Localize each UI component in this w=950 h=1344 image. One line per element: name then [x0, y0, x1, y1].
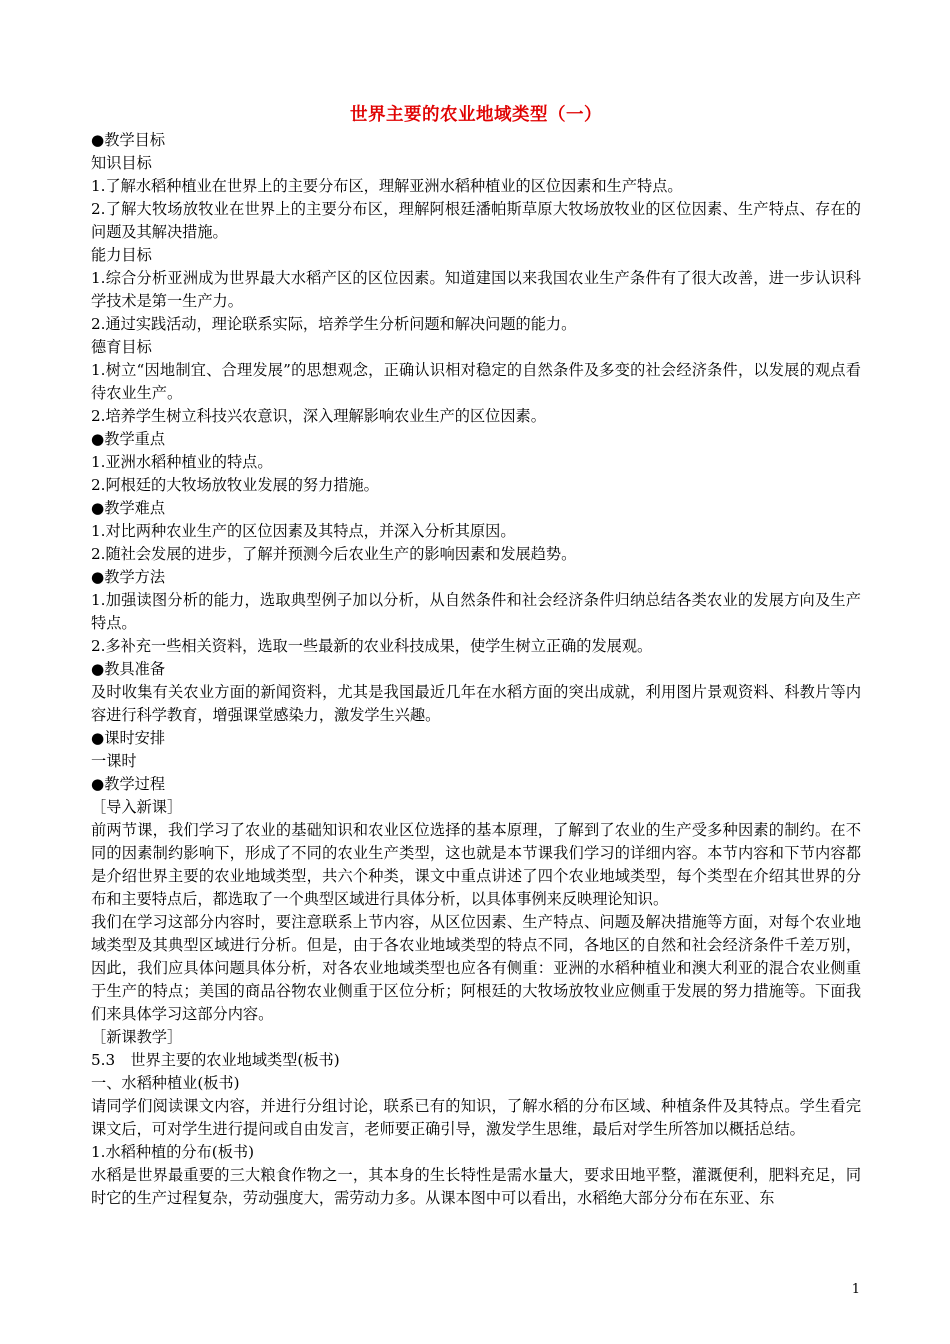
numbered-item: 2.多补充一些相关资料，选取一些最新的农业科技成果，使学生树立正确的发展观。	[91, 637, 653, 655]
body-paragraph: 德育目标	[91, 338, 152, 356]
numbered-item: 2.培养学生树立科技兴农意识，深入理解影响农业生产的区位因素。	[91, 407, 546, 425]
section-heading: ●教具准备	[91, 660, 166, 678]
document-title: 世界主要的农业地域类型（一）	[350, 105, 602, 125]
numbered-item: 1.加强读图分析的能力，选取典型例子加以分析，从自然条件和社会经济条件归纳总结各类农业的发展方向及生产特点。	[91, 591, 861, 632]
body-paragraph: 知识目标	[91, 154, 152, 172]
body-paragraph: 一、水稻种植业(板书)	[91, 1074, 240, 1092]
section-heading: ●教学重点	[91, 430, 166, 448]
body-paragraph: 我们在学习这部分内容时，要注意联系上节内容，从区位因素、生产特点、问题及解决措施等方面，对每个农业地域类型及其典型区域进行分析。但是，由于各农业地域类型的特点不同，各地区的自然和社会经济条件千差万别，因此，我们应具体问题具体分析，对各农业地域类型也应各有侧重：亚洲的水稻种植业和澳大利亚的混合农业侧重于生产的特点；美国的商品谷物农业侧重于区位分析；阿根廷的大牧场放牧业应侧重于发展的努力措施等。下面我们来具体学习这部分内容。	[91, 913, 861, 1023]
body-paragraph: 前两节课，我们学习了农业的基础知识和农业区位选择的基本原理，了解到了农业的生产受多种因素的制约。在不同的因素制约影响下，形成了不同的农业生产类型，这也就是本节课我们学习的详细内容。本节内容和下节内容都是介绍世界主要的农业地域类型，共六个种类，课文中重点讲述了四个农业地域类型，每个类型在介绍其世界的分布和主要特点后，都选取了一个典型区域进行具体分析，以具体事例来反映理论知识。	[91, 821, 861, 908]
body-paragraph: 及时收集有关农业方面的新闻资料，尤其是我国最近几年在水稻方面的突出成就，利用图片景观资料、科教片等内容进行科学教育，增强课堂感染力，激发学生兴趣。	[91, 683, 861, 724]
numbered-item: 1.综合分析亚洲成为世界最大水稻产区的区位因素。知道建国以来我国农业生产条件有了很大改善，进一步认识科学技术是第一生产力。	[91, 269, 861, 310]
body-paragraph: 请同学们阅读课文内容，并进行分组讨论，联系已有的知识，了解水稻的分布区域、种植条件及其特点。学生看完课文后，可对学生进行提问或自由发言，老师要正确引导，激发学生思维，最后对学生所答加以概括总结。	[91, 1097, 861, 1138]
body-paragraph: 一课时	[91, 752, 137, 770]
numbered-item: 1.水稻种植的分布(板书)	[91, 1143, 255, 1161]
document-page	[91, 101, 861, 1210]
numbered-item: 1.亚洲水稻种植业的特点。	[91, 453, 273, 471]
body-paragraph: 能力目标	[91, 246, 152, 264]
section-heading: ●教学难点	[91, 499, 166, 517]
numbered-item: 2.阿根廷的大牧场放牧业发展的努力措施。	[91, 476, 379, 494]
numbered-item: 1.了解水稻种植业在世界上的主要分布区，理解亚洲水稻种植业的区位因素和生产特点。	[91, 177, 683, 195]
numbered-item: 2.随社会发展的进步，了解并预测今后农业生产的影响因素和发展趋势。	[91, 545, 577, 563]
section-heading: ●教学方法	[91, 568, 166, 586]
section-heading: ●教学目标	[91, 131, 166, 149]
numbered-item: 2.通过实践活动，理论联系实际，培养学生分析问题和解决问题的能力。	[91, 315, 577, 333]
subsection-heading: ［新课教学］	[91, 1028, 183, 1046]
numbered-item: 5.3 世界主要的农业地域类型(板书)	[91, 1051, 340, 1069]
numbered-item: 1.树立“因地制宜、合理发展”的思想观念，正确认识相对稳定的自然条件及多变的社会经济条件，以发展的观点看待农业生产。	[91, 361, 861, 402]
subsection-heading: ［导入新课］	[91, 798, 183, 816]
section-heading: ●教学过程	[91, 775, 166, 793]
numbered-item: 1.对比两种农业生产的区位因素及其特点，并深入分析其原因。	[91, 522, 516, 540]
page-number: 1	[851, 1282, 860, 1297]
body-paragraph: 水稻是世界最重要的三大粮食作物之一，其本身的生长特性是需水量大，要求田地平整，灌溉便利，肥料充足，同时它的生产过程复杂，劳动强度大，需劳动力多。从课本图中可以看出，水稻绝大部分分布在东亚、东	[91, 1166, 861, 1207]
section-heading: ●课时安排	[91, 729, 166, 747]
document-body	[91, 129, 861, 1210]
numbered-item: 2.了解大牧场放牧业在世界上的主要分布区，理解阿根廷潘帕斯草原大牧场放牧业的区位因素、生产特点、存在的问题及其解决措施。	[91, 200, 861, 241]
